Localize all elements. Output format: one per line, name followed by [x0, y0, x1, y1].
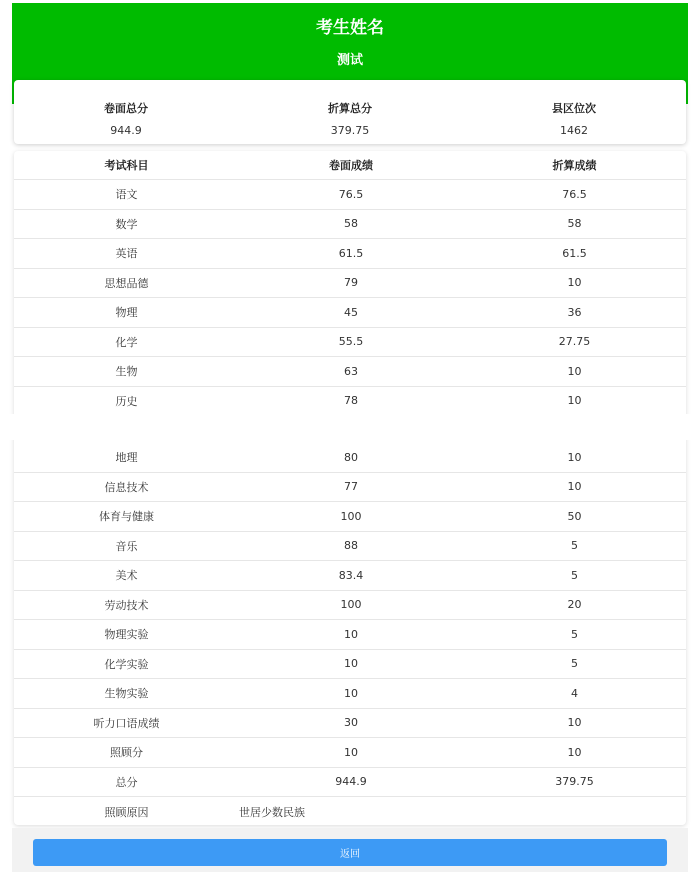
subject-cell: 听力口语成绩 — [93, 716, 160, 730]
raw-score-cell: 76.5 — [338, 187, 364, 201]
scaled-score-cell: 10 — [567, 716, 582, 730]
summary-value: 379.75 — [330, 124, 370, 137]
raw-score-cell: 10 — [344, 627, 358, 641]
table-row — [14, 709, 686, 739]
subject-cell: 生物实验 — [104, 687, 149, 701]
subject-cell: 体育与健康 — [99, 510, 154, 524]
table-rows-bottom — [14, 443, 686, 797]
scaled-score-cell: 10 — [567, 364, 582, 378]
table-row — [14, 443, 686, 473]
page-title: 考生姓名 — [316, 18, 384, 38]
table-row — [14, 561, 686, 591]
raw-score-cell: 88 — [344, 539, 358, 553]
scaled-score-cell: 5 — [571, 568, 578, 582]
subject-cell: 地理 — [115, 451, 138, 465]
subject-cell: 英语 — [115, 247, 138, 261]
raw-score-cell: 61.5 — [338, 246, 364, 260]
score-table — [14, 151, 686, 825]
table-row — [14, 210, 686, 240]
subject-cell: 物理 — [115, 306, 138, 320]
subject-cell: 美术 — [115, 569, 138, 583]
subject-cell: 生物 — [115, 365, 138, 379]
scaled-score-cell: 379.75 — [555, 775, 594, 789]
table-row — [14, 473, 686, 503]
subject-cell: 音乐 — [115, 539, 138, 553]
table-row — [14, 768, 686, 798]
raw-score-cell: 63 — [344, 364, 358, 378]
table-row — [14, 650, 686, 680]
raw-score-cell: 10 — [344, 657, 358, 671]
scaled-score-cell: 58 — [567, 217, 582, 231]
subject-cell: 思想品德 — [104, 276, 149, 290]
scaled-score-cell: 27.75 — [558, 335, 591, 349]
table-row — [14, 502, 686, 532]
table-row — [14, 387, 686, 417]
back-button[interactable]: 返回 — [33, 839, 667, 866]
subject-cell: 信息技术 — [104, 480, 149, 494]
scaled-score-cell: 50 — [567, 509, 582, 523]
table-row — [14, 328, 686, 358]
summary-total-raw — [14, 80, 238, 144]
table-row — [14, 239, 686, 269]
table-row — [14, 357, 686, 387]
scaled-score-cell: 10 — [567, 276, 582, 290]
screenshot-gap — [0, 414, 696, 440]
subject-cell: 化学实验 — [104, 657, 149, 671]
scaled-score-cell: 10 — [567, 480, 582, 494]
scaled-score-cell: 10 — [567, 450, 582, 464]
column-header: 考试科目 — [104, 159, 149, 172]
raw-score-cell: 10 — [344, 686, 358, 700]
reason-label: 照顾原因 — [104, 805, 149, 819]
summary-rank — [462, 80, 686, 144]
scaled-score-cell: 5 — [571, 657, 578, 671]
column-header: 卷面成绩 — [329, 159, 373, 172]
scaled-score-cell: 10 — [567, 745, 582, 759]
table-row — [14, 620, 686, 650]
reason-value: 世居少数民族 — [239, 805, 305, 819]
scaled-score-cell: 5 — [571, 539, 578, 553]
summary-value: 944.9 — [110, 124, 142, 137]
raw-score-cell: 55.5 — [338, 335, 364, 349]
summary-label: 折算总分 — [328, 102, 372, 115]
subject-cell: 数学 — [115, 217, 138, 231]
raw-score-cell: 79 — [344, 276, 358, 290]
subject-cell: 历史 — [115, 394, 138, 408]
scaled-score-cell: 20 — [567, 598, 582, 612]
column-header: 折算成绩 — [552, 159, 597, 172]
raw-score-cell: 83.4 — [338, 568, 364, 582]
scaled-score-cell: 10 — [567, 394, 582, 408]
table-row — [14, 532, 686, 562]
raw-score-cell: 78 — [344, 394, 358, 408]
raw-score-cell: 100 — [340, 598, 362, 612]
score-summary-card — [14, 80, 686, 144]
table-row — [14, 180, 686, 210]
raw-score-cell: 944.9 — [335, 775, 367, 789]
raw-score-cell: 58 — [344, 217, 358, 231]
raw-score-cell: 10 — [344, 745, 358, 759]
scaled-score-cell: 36 — [567, 305, 582, 319]
table-row — [14, 679, 686, 709]
scaled-score-cell: 61.5 — [562, 246, 587, 260]
summary-label: 县区位次 — [552, 102, 596, 115]
summary-value: 1462 — [560, 124, 588, 137]
raw-score-cell: 30 — [344, 716, 358, 730]
subject-cell: 总分 — [115, 775, 138, 789]
subject-cell: 劳动技术 — [104, 598, 149, 612]
subject-cell: 物理实验 — [104, 628, 149, 642]
table-row — [14, 591, 686, 621]
table-rows-top — [14, 180, 686, 416]
table-row — [14, 738, 686, 768]
raw-score-cell: 77 — [344, 480, 358, 494]
raw-score-cell: 45 — [344, 305, 358, 319]
raw-score-cell: 80 — [344, 450, 358, 464]
summary-total-scaled — [238, 80, 462, 144]
scaled-score-cell: 5 — [571, 627, 578, 641]
subject-cell: 化学 — [115, 335, 138, 349]
summary-label: 卷面总分 — [104, 102, 148, 115]
student-name: 测试 — [336, 53, 363, 68]
subject-cell: 语文 — [115, 188, 138, 202]
scaled-score-cell: 76.5 — [562, 187, 587, 201]
raw-score-cell: 100 — [340, 509, 362, 523]
table-header-row — [14, 151, 686, 180]
table-row — [14, 269, 686, 299]
table-row — [14, 298, 686, 328]
scaled-score-cell: 4 — [571, 686, 578, 700]
reason-row — [14, 797, 686, 825]
subject-cell: 照顾分 — [110, 746, 143, 760]
